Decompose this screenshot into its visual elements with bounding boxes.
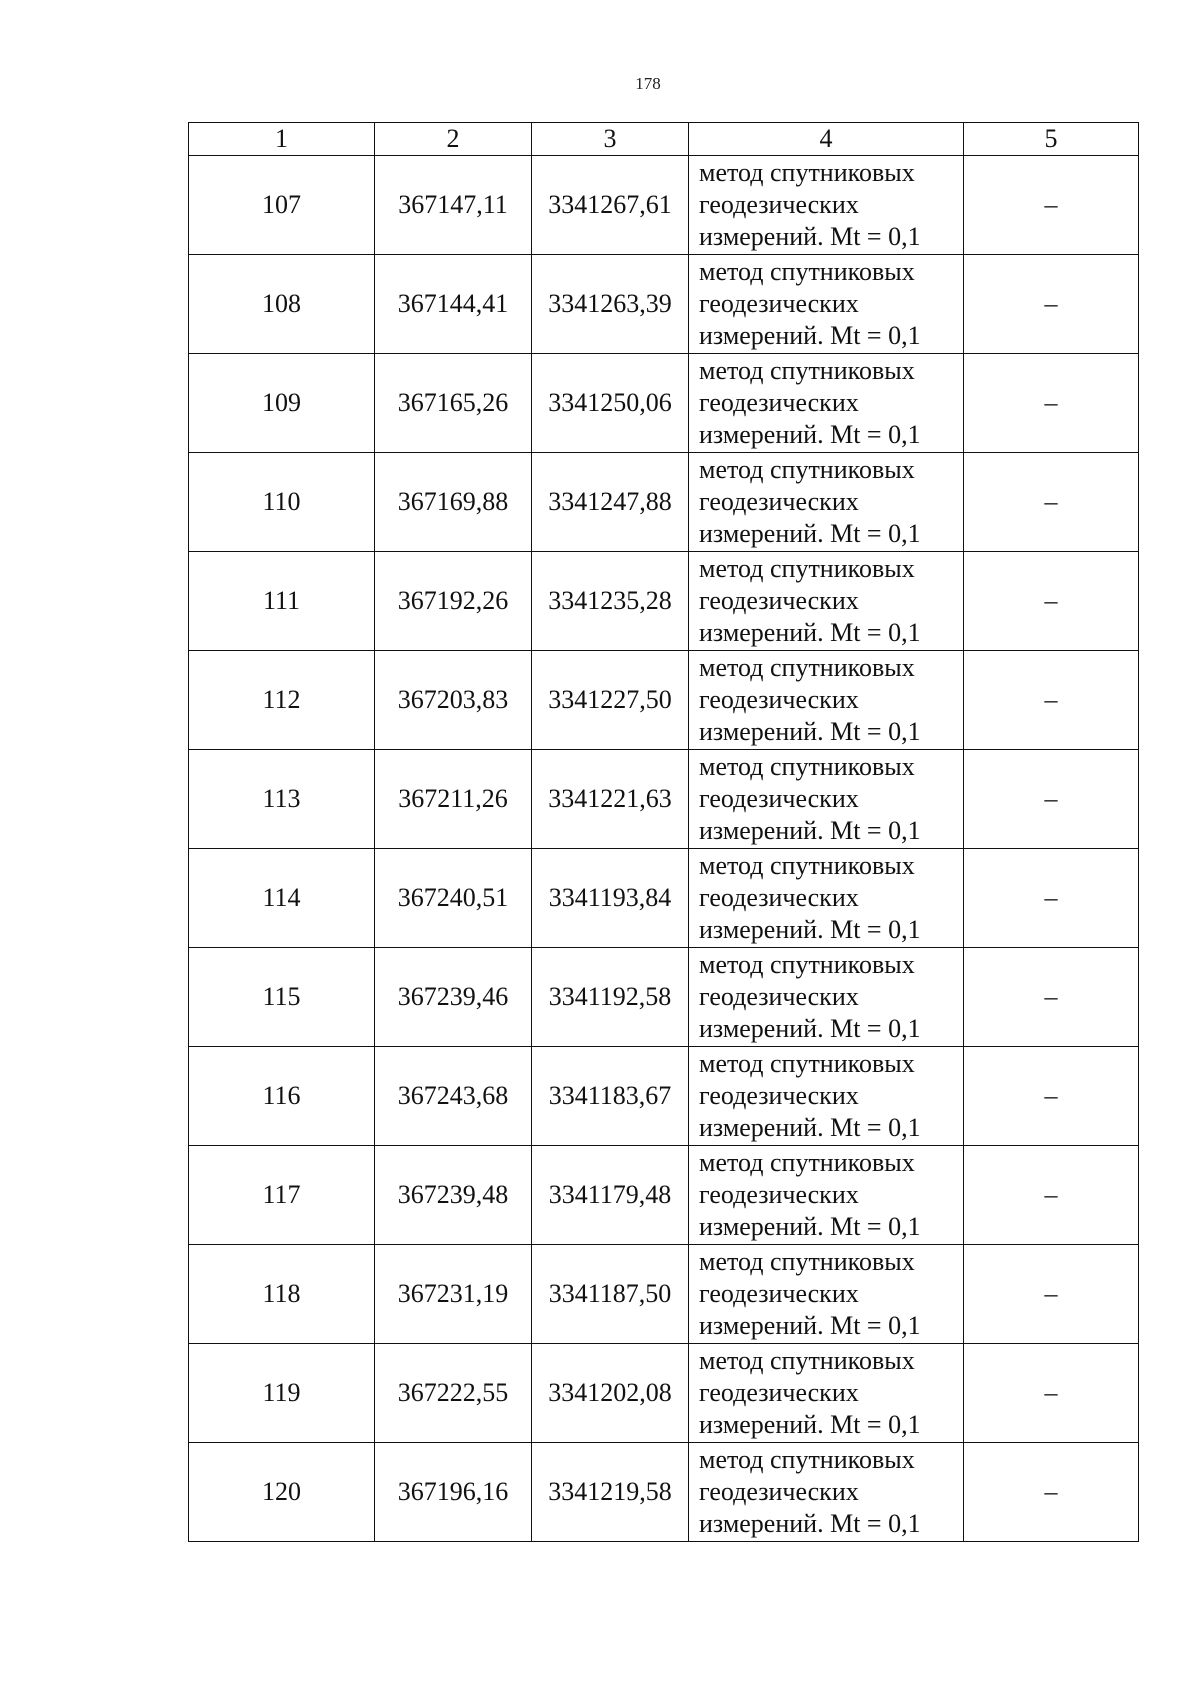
method-line: измерений. Mt = 0,1: [699, 420, 921, 449]
method-description: [689, 1443, 964, 1542]
method-line: геодезических: [699, 388, 859, 417]
method-line: измерений. Mt = 0,1: [699, 321, 921, 350]
method-line: измерений. Mt = 0,1: [699, 222, 921, 251]
coordinate-x: 367239,46: [375, 948, 532, 1047]
method-description: [689, 1047, 964, 1146]
method-line: метод спутниковых: [699, 752, 915, 781]
method-line: измерений. Mt = 0,1: [699, 1410, 921, 1439]
method-line: геодезических: [699, 1378, 859, 1407]
method-line: измерений. Mt = 0,1: [699, 1014, 921, 1043]
method-line: измерений. Mt = 0,1: [699, 1509, 921, 1538]
coordinate-x: 367203,83: [375, 651, 532, 750]
method-description: [689, 354, 964, 453]
header-row: [189, 123, 1139, 156]
method-line: геодезических: [699, 1477, 859, 1506]
method-description: [689, 651, 964, 750]
coordinate-y: 3341193,84: [532, 849, 689, 948]
point-number: 107: [189, 156, 375, 255]
method-description: [689, 849, 964, 948]
coordinate-x: 367222,55: [375, 1344, 532, 1443]
coordinate-y: 3341247,88: [532, 453, 689, 552]
coordinate-x: 367192,26: [375, 552, 532, 651]
coordinate-y: 3341235,28: [532, 552, 689, 651]
coordinate-y: 3341187,50: [532, 1245, 689, 1344]
coordinate-y: 3341179,48: [532, 1146, 689, 1245]
note-cell: –: [964, 1344, 1139, 1443]
point-number: 120: [189, 1443, 375, 1542]
method-line: измерений. Mt = 0,1: [699, 618, 921, 647]
table-row: [189, 948, 1139, 1047]
coordinate-y: 3341219,58: [532, 1443, 689, 1542]
coordinate-y: 3341263,39: [532, 255, 689, 354]
method-line: геодезических: [699, 190, 859, 219]
point-number: 109: [189, 354, 375, 453]
coordinate-y: 3341250,06: [532, 354, 689, 453]
table-row: [189, 1047, 1139, 1146]
method-description: [689, 1146, 964, 1245]
coordinate-y: 3341267,61: [532, 156, 689, 255]
method-line: измерений. Mt = 0,1: [699, 1311, 921, 1340]
coordinate-y: 3341221,63: [532, 750, 689, 849]
table-row: [189, 156, 1139, 255]
note-cell: –: [964, 453, 1139, 552]
method-line: геодезических: [699, 289, 859, 318]
point-number: 119: [189, 1344, 375, 1443]
coordinate-x: 367196,16: [375, 1443, 532, 1542]
header-col-5: 5: [964, 123, 1139, 156]
method-description: [689, 1344, 964, 1443]
coordinate-y: 3341192,58: [532, 948, 689, 1047]
point-number: 115: [189, 948, 375, 1047]
method-line: геодезических: [699, 1279, 859, 1308]
coordinate-x: 367211,26: [375, 750, 532, 849]
note-cell: –: [964, 750, 1139, 849]
method-line: метод спутниковых: [699, 1148, 915, 1177]
note-cell: –: [964, 948, 1139, 1047]
note-cell: –: [964, 1443, 1139, 1542]
point-number: 116: [189, 1047, 375, 1146]
method-line: измерений. Mt = 0,1: [699, 519, 921, 548]
method-line: метод спутниковых: [699, 257, 915, 286]
table-row: [189, 1245, 1139, 1344]
coordinate-y: 3341183,67: [532, 1047, 689, 1146]
method-description: [689, 255, 964, 354]
method-line: измерений. Mt = 0,1: [699, 816, 921, 845]
table-body: [189, 156, 1139, 1542]
note-cell: –: [964, 156, 1139, 255]
point-number: 111: [189, 552, 375, 651]
note-cell: –: [964, 1146, 1139, 1245]
coordinate-x: 367144,41: [375, 255, 532, 354]
table-row: [189, 651, 1139, 750]
table-row: [189, 255, 1139, 354]
coordinate-x: 367240,51: [375, 849, 532, 948]
page-number: 178: [635, 74, 661, 93]
method-line: геодезических: [699, 982, 859, 1011]
point-number: 117: [189, 1146, 375, 1245]
header-col-2: 2: [375, 123, 532, 156]
method-line: метод спутниковых: [699, 1247, 915, 1276]
method-line: измерений. Mt = 0,1: [699, 915, 921, 944]
note-cell: –: [964, 849, 1139, 948]
coordinate-x: 367231,19: [375, 1245, 532, 1344]
method-line: измерений. Mt = 0,1: [699, 1212, 921, 1241]
coordinate-x: 367239,48: [375, 1146, 532, 1245]
method-description: [689, 453, 964, 552]
method-line: геодезических: [699, 1081, 859, 1110]
table-header: [189, 123, 1139, 156]
table-row: [189, 849, 1139, 948]
coordinate-x: 367147,11: [375, 156, 532, 255]
method-line: метод спутниковых: [699, 1445, 915, 1474]
note-cell: –: [964, 552, 1139, 651]
method-description: [689, 1245, 964, 1344]
method-line: метод спутниковых: [699, 950, 915, 979]
method-line: метод спутниковых: [699, 554, 915, 583]
method-line: геодезических: [699, 586, 859, 615]
method-line: геодезических: [699, 883, 859, 912]
point-number: 112: [189, 651, 375, 750]
note-cell: –: [964, 255, 1139, 354]
method-line: метод спутниковых: [699, 1049, 915, 1078]
method-line: геодезических: [699, 685, 859, 714]
coordinate-x: 367243,68: [375, 1047, 532, 1146]
note-cell: –: [964, 354, 1139, 453]
note-cell: –: [964, 1047, 1139, 1146]
point-number: 118: [189, 1245, 375, 1344]
note-cell: –: [964, 651, 1139, 750]
table-row: [189, 750, 1139, 849]
method-line: измерений. Mt = 0,1: [699, 1113, 921, 1142]
table-row: [189, 354, 1139, 453]
table-row: [189, 1344, 1139, 1443]
method-line: метод спутниковых: [699, 356, 915, 385]
method-line: метод спутниковых: [699, 653, 915, 682]
method-description: [689, 156, 964, 255]
method-line: метод спутниковых: [699, 1346, 915, 1375]
header-col-3: 3: [532, 123, 689, 156]
note-cell: –: [964, 1245, 1139, 1344]
method-description: [689, 948, 964, 1047]
point-number: 110: [189, 453, 375, 552]
method-line: измерений. Mt = 0,1: [699, 717, 921, 746]
header-col-4: 4: [689, 123, 964, 156]
point-number: 108: [189, 255, 375, 354]
method-line: геодезических: [699, 784, 859, 813]
table-row: [189, 453, 1139, 552]
method-line: метод спутниковых: [699, 851, 915, 880]
coordinate-y: 3341202,08: [532, 1344, 689, 1443]
table-row: [189, 1443, 1139, 1542]
method-description: [689, 750, 964, 849]
coordinate-x: 367169,88: [375, 453, 532, 552]
coordinate-y: 3341227,50: [532, 651, 689, 750]
point-number: 114: [189, 849, 375, 948]
point-number: 113: [189, 750, 375, 849]
method-line: метод спутниковых: [699, 158, 915, 187]
method-description: [689, 552, 964, 651]
method-line: геодезических: [699, 487, 859, 516]
header-col-1: 1: [189, 123, 375, 156]
method-line: метод спутниковых: [699, 455, 915, 484]
coordinates-table: [188, 122, 1139, 1542]
coordinate-x: 367165,26: [375, 354, 532, 453]
table-row: [189, 552, 1139, 651]
method-line: геодезических: [699, 1180, 859, 1209]
table-row: [189, 1146, 1139, 1245]
